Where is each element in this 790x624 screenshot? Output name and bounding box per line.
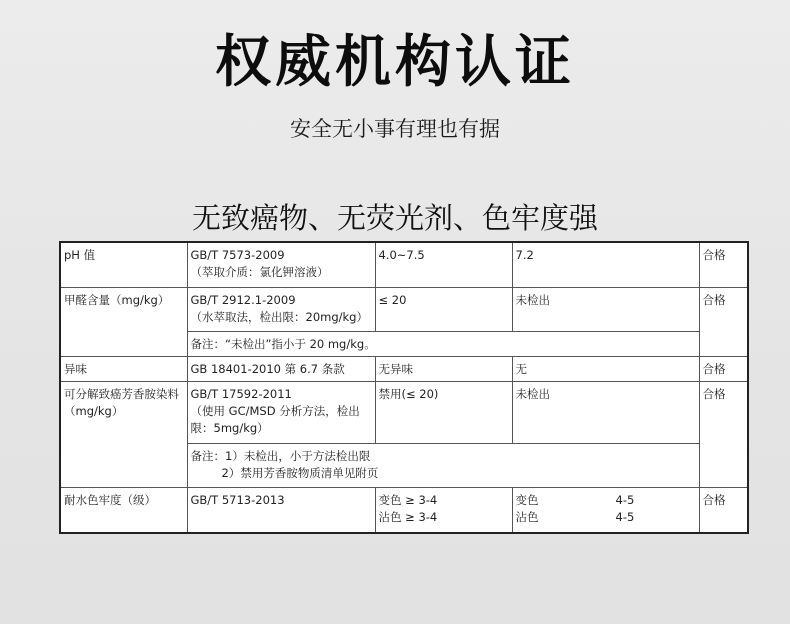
result-label: 沾色 (515, 510, 539, 524)
item-cell: 可分解致癌芳香胺染料（mg/kg） (60, 382, 187, 488)
result-cell: 7.2 (512, 242, 699, 288)
standard-code: GB/T 17592-2011 (190, 387, 292, 401)
verdict-cell: 合格 (699, 488, 748, 534)
remark-cell: 备注：“未检出”指小于 20 mg/kg。 (187, 332, 699, 357)
item-cell: 甲醛含量（mg/kg） (60, 288, 187, 357)
requirement-cell: 4.0~7.5 (375, 242, 512, 288)
requirement-line: 沾色 ≥ 3-4 (378, 510, 438, 524)
result-value: 4-5 (615, 493, 635, 507)
standard-cell: GB/T 5713-2013 (187, 488, 375, 534)
requirement-cell: ≤ 20 (375, 288, 512, 332)
standard-cell (187, 288, 375, 332)
page-title: 权威机构认证 (215, 30, 575, 95)
requirement-line: 变色 ≥ 3-4 (378, 493, 438, 507)
table-row (60, 488, 748, 534)
standard-cell: GB 18401-2010 第 6.7 条款 (187, 357, 375, 382)
requirement-cell: 禁用(≤ 20) (375, 382, 512, 444)
standard-note: （水萃取法，检出限：20mg/kg） (190, 310, 368, 324)
table-row (60, 242, 748, 288)
remark-line: 2）禁用芳香胺物质清单见附页 (221, 466, 379, 480)
result-cell (512, 488, 699, 534)
result-cell: 无 (512, 357, 699, 382)
standard-note: （萃取介质：氯化钾溶液） (190, 265, 329, 279)
table-row (60, 288, 748, 332)
result-cell: 未检出 (512, 382, 699, 444)
result-label: 变色 (515, 493, 539, 507)
standard-cell (187, 242, 375, 288)
verdict-cell: 合格 (699, 382, 748, 488)
page-subtitle: 安全无小事有理也有据 (290, 117, 500, 141)
table-row (60, 382, 748, 444)
item-cell: pH 值 (60, 242, 187, 288)
standard-code: GB/T 2912.1-2009 (190, 293, 296, 307)
item-cell: 耐水色牢度（级） (60, 488, 187, 534)
result-cell: 未检出 (512, 288, 699, 332)
verdict-cell: 合格 (699, 242, 748, 288)
remark-line: 备注：1）未检出，小于方法检出限 (190, 449, 371, 463)
verdict-cell: 合格 (699, 357, 748, 382)
requirement-cell (375, 488, 512, 534)
standard-note: （使用 GC/MSD 分析方法，检出限：5mg/kg） (190, 404, 360, 435)
table-row (60, 357, 748, 382)
standard-cell (187, 382, 375, 444)
remark-cell (187, 444, 699, 488)
requirement-cell: 无异味 (375, 357, 512, 382)
result-value: 4-5 (615, 510, 635, 524)
test-results-table (59, 241, 749, 534)
standard-code: GB/T 7573-2009 (190, 248, 285, 262)
result-line (516, 509, 696, 526)
verdict-cell: 合格 (699, 288, 748, 357)
result-line (516, 492, 696, 509)
section-heading: 无致癌物、无荧光剂、色牢度强 (191, 201, 598, 235)
item-cell: 异味 (60, 357, 187, 382)
